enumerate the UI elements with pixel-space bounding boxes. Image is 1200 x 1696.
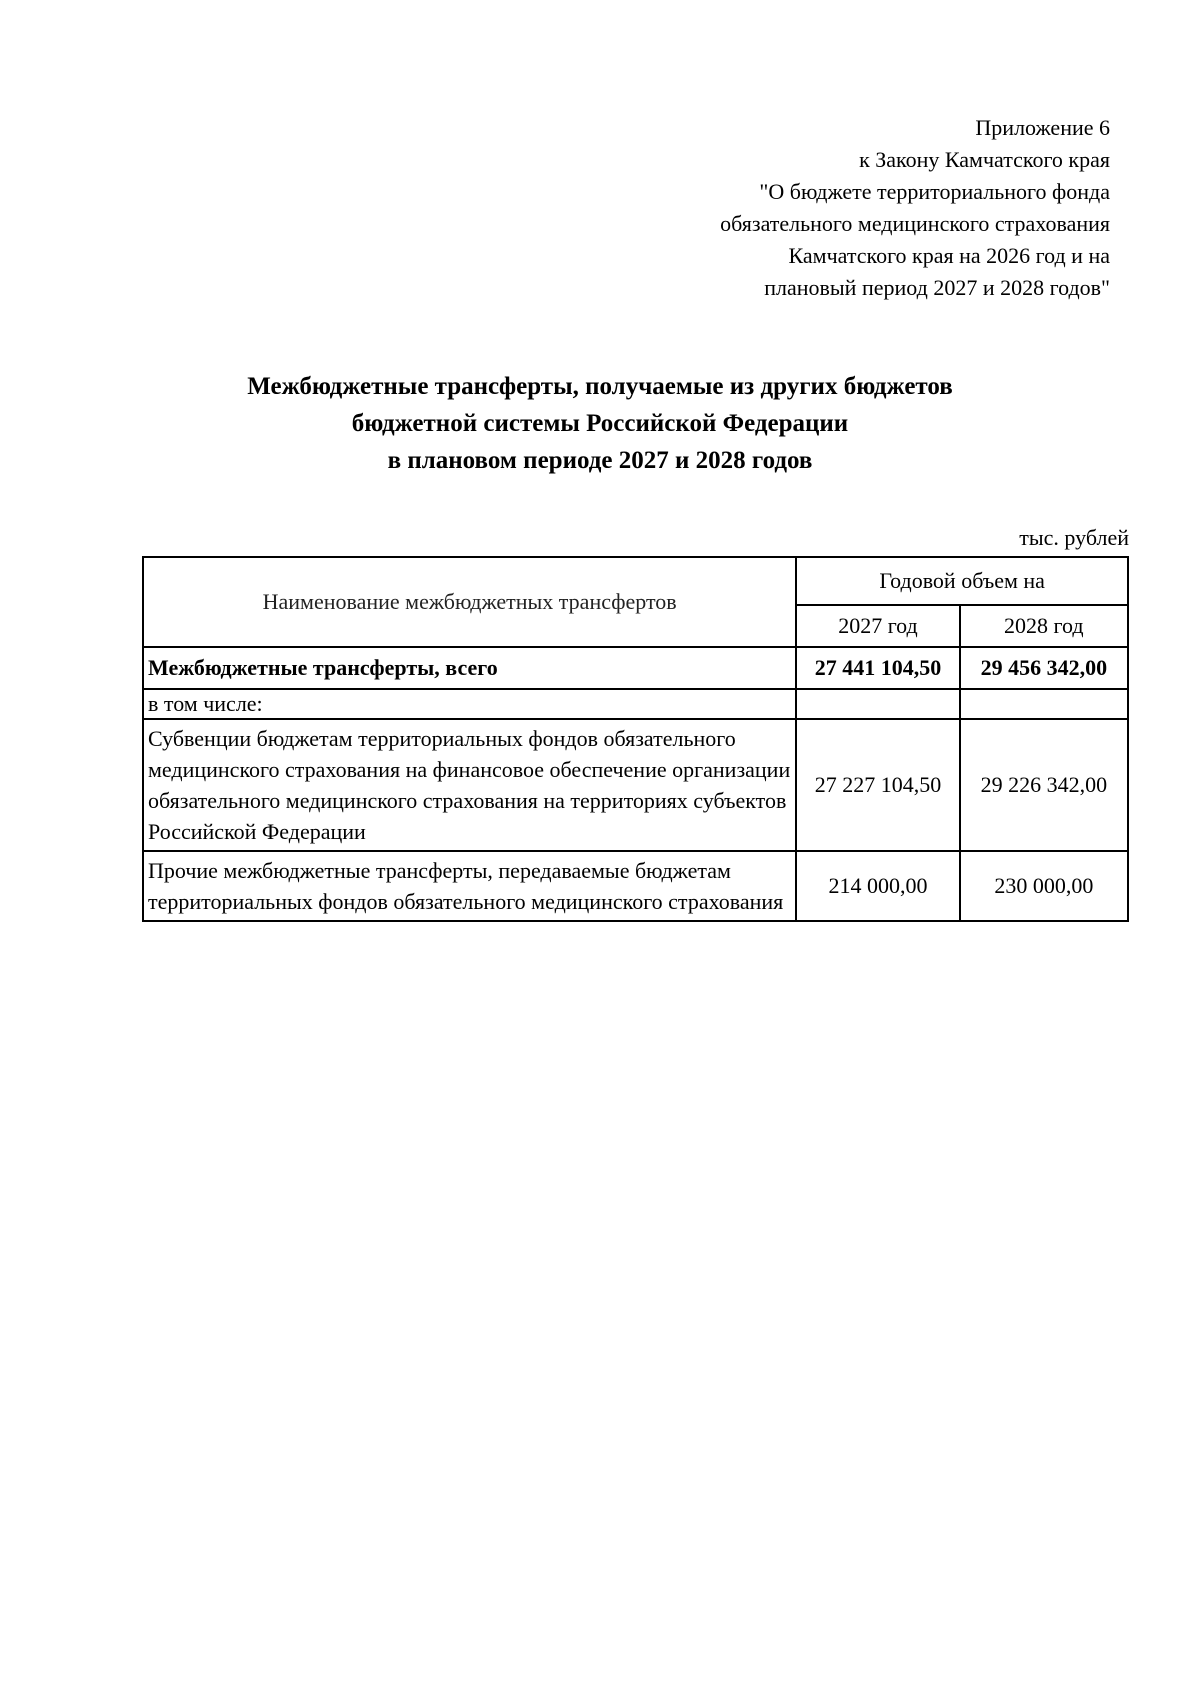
row-value-2027 — [796, 689, 959, 719]
table-row-subventions — [143, 719, 1128, 851]
header-annual-volume-cell: Годовой объем на — [796, 557, 1128, 605]
row-value-2027: 27 227 104,50 — [796, 719, 959, 851]
row-value-2028 — [960, 689, 1128, 719]
units-label: тыс. рублей — [1019, 525, 1129, 550]
row-value-2028: 29 226 342,00 — [960, 719, 1128, 851]
header-name-cell: Наименование межбюджетных трансфертов — [143, 557, 796, 647]
row-value-2028: 29 456 342,00 — [960, 647, 1128, 689]
appendix-line: плановый период 2027 и 2028 годов" — [764, 275, 1110, 300]
row-name-cell: Субвенции бюджетам территориальных фондов обязательного медицинского страхования на финансовое обеспечение организации обязательного медицинского страхования на территориях субъектов Российской Федерации — [143, 719, 796, 851]
appendix-line: к Закону Камчатского края — [859, 147, 1110, 172]
title-line: в плановом периоде 2027 и 2028 годов — [387, 447, 813, 474]
row-name-cell: Межбюджетные трансферты, всего — [143, 647, 796, 689]
table-row-total — [143, 647, 1128, 689]
header-year-2027: 2027 год — [796, 605, 959, 647]
table-header-row — [143, 557, 1128, 605]
table-row-other-transfers — [143, 851, 1128, 921]
title-line: бюджетной системы Российской Федерации — [351, 410, 849, 437]
appendix-line: обязательного медицинского страхования — [720, 211, 1110, 236]
row-value-2027: 214 000,00 — [796, 851, 959, 921]
header-year-2028: 2028 год — [960, 605, 1128, 647]
appendix-header — [590, 112, 1110, 304]
row-value-2027: 27 441 104,50 — [796, 647, 959, 689]
appendix-line: Приложение 6 — [975, 115, 1110, 140]
table-row-including — [143, 689, 1128, 719]
row-value-2028: 230 000,00 — [960, 851, 1128, 921]
appendix-line: Камчатского края на 2026 год и на — [788, 243, 1110, 268]
document-title — [0, 368, 1200, 479]
appendix-line: "О бюджете территориального фонда — [759, 179, 1110, 204]
transfers-table — [142, 556, 1129, 922]
row-name-cell: Прочие межбюджетные трансферты, передаваемые бюджетам территориальных фондов обязательного медицинского страхования — [143, 851, 796, 921]
row-name-cell: в том числе: — [143, 689, 796, 719]
title-line: Межбюджетные трансферты, получаемые из других бюджетов — [247, 373, 953, 400]
